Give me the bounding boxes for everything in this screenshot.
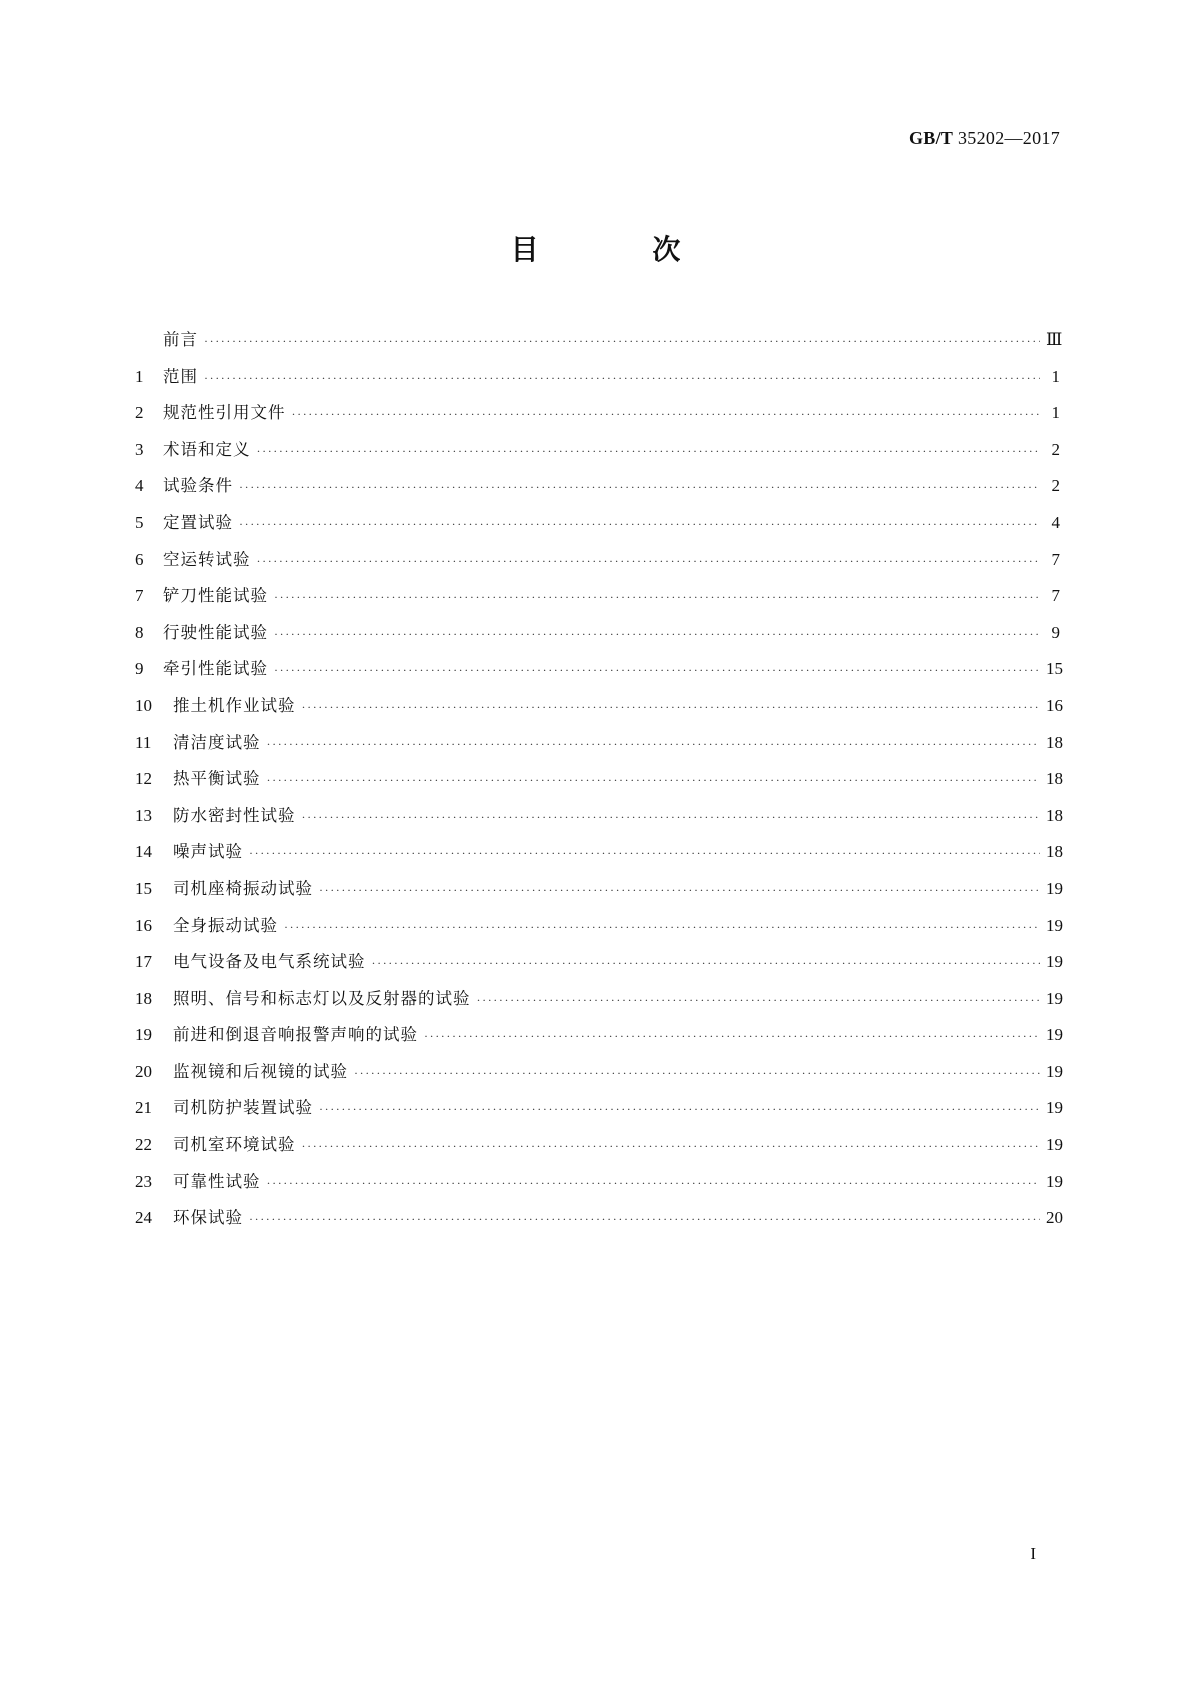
toc-leader-dots <box>267 737 1041 752</box>
toc-entry-label: 术语和定义 <box>163 439 251 459</box>
toc-entry[interactable] <box>135 802 1063 839</box>
toc-entry-label: 司机座椅振动试验 <box>173 878 313 898</box>
toc-entry[interactable] <box>135 546 1060 583</box>
toc-entry-label: 司机室环境试验 <box>173 1135 296 1155</box>
toc-entry[interactable] <box>135 875 1063 912</box>
toc-entry-label: 范围 <box>163 366 198 386</box>
toc-entry-page: 1 <box>1051 366 1060 386</box>
toc-entry-page: Ⅲ <box>1046 330 1063 349</box>
toc-entry-number: 12 <box>135 769 152 789</box>
toc-entry-label: 环保试验 <box>173 1208 243 1228</box>
toc-entry-label: 电气设备及电气系统试验 <box>173 952 366 972</box>
toc-entry-number: 7 <box>135 586 144 606</box>
toc-entry[interactable] <box>135 1021 1063 1058</box>
toc-entry-page: 18 <box>1046 769 1063 789</box>
toc-entry[interactable] <box>135 1204 1063 1241</box>
toc-leader-dots <box>284 920 1040 935</box>
toc-entry-label: 前进和倒退音响报警声响的试验 <box>173 1025 418 1045</box>
toc-entry-number: 10 <box>135 695 152 715</box>
toc-entry[interactable] <box>135 1168 1063 1205</box>
toc-entry-label: 防水密封性试验 <box>173 805 296 825</box>
toc-leader-dots <box>319 883 1040 898</box>
toc-leader-dots <box>424 1029 1040 1044</box>
toc-entry[interactable] <box>135 1058 1063 1095</box>
toc-entry[interactable] <box>135 399 1060 436</box>
toc-leader-dots <box>257 444 1041 459</box>
toc-entry-number: 14 <box>135 842 152 862</box>
toc-entry[interactable] <box>135 912 1063 949</box>
toc-entry-page: 19 <box>1046 1025 1063 1045</box>
toc-entry-label: 试验条件 <box>163 476 233 496</box>
toc-entry-number: 6 <box>135 549 144 569</box>
table-of-contents <box>135 326 1063 1241</box>
toc-leader-dots <box>249 846 1040 861</box>
toc-entry[interactable] <box>135 326 1063 363</box>
toc-leader-dots <box>267 1176 1041 1191</box>
toc-entry-number: 18 <box>135 988 152 1008</box>
toc-entry[interactable] <box>135 985 1063 1022</box>
toc-entry-page: 19 <box>1046 878 1063 898</box>
toc-leader-dots <box>267 773 1041 788</box>
toc-entry-number: 1 <box>135 366 144 386</box>
toc-leader-dots <box>319 1102 1040 1117</box>
toc-entry-number: 9 <box>135 659 144 679</box>
toc-leader-dots <box>204 334 1040 349</box>
toc-entry-number: 16 <box>135 915 152 935</box>
toc-entry-label: 空运转试验 <box>163 549 251 569</box>
toc-entry-page: 19 <box>1046 1171 1063 1191</box>
toc-entry-label: 照明、信号和标志灯以及反射器的试验 <box>173 988 471 1008</box>
toc-entry-label: 前言 <box>163 330 198 349</box>
toc-entry[interactable] <box>135 619 1060 656</box>
toc-entry-number: 3 <box>135 439 144 459</box>
toc-entry[interactable] <box>135 1094 1063 1131</box>
page-number: I <box>1030 1544 1036 1563</box>
toc-entry-page: 1 <box>1051 403 1060 423</box>
toc-entry-page: 7 <box>1051 586 1060 606</box>
toc-entry-label: 牵引性能试验 <box>163 659 268 679</box>
toc-leader-dots <box>292 407 1041 422</box>
toc-entry-page: 20 <box>1046 1208 1063 1228</box>
toc-leader-dots <box>302 1139 1041 1154</box>
toc-entry[interactable] <box>135 729 1063 766</box>
toc-entry-page: 4 <box>1051 512 1060 532</box>
toc-entry-label: 全身振动试验 <box>173 915 278 935</box>
toc-entry-number: 19 <box>135 1025 152 1045</box>
toc-entry-page: 9 <box>1051 622 1060 642</box>
toc-entry-page: 16 <box>1046 695 1063 715</box>
toc-entry-page: 19 <box>1046 1061 1063 1081</box>
toc-entry-page: 18 <box>1046 732 1063 752</box>
toc-entry-page: 18 <box>1046 842 1063 862</box>
toc-entry[interactable] <box>135 509 1060 546</box>
toc-entry-label: 热平衡试验 <box>173 769 261 789</box>
toc-entry-page: 19 <box>1046 1135 1063 1155</box>
toc-entry[interactable] <box>135 655 1063 692</box>
toc-entry-page: 19 <box>1046 952 1063 972</box>
toc-leader-dots <box>302 810 1041 825</box>
toc-entry-label: 铲刀性能试验 <box>163 586 268 606</box>
toc-leader-dots <box>477 993 1041 1008</box>
toc-entry-number: 17 <box>135 952 152 972</box>
toc-entry[interactable] <box>135 363 1060 400</box>
toc-entry-number: 22 <box>135 1135 152 1155</box>
standard-code-number: 35202—2017 <box>958 128 1060 148</box>
toc-entry-number: 5 <box>135 512 144 532</box>
toc-entry[interactable] <box>135 948 1063 985</box>
toc-entry[interactable] <box>135 692 1063 729</box>
standard-code-prefix: GB/T <box>908 128 954 148</box>
toc-entry-number: 4 <box>135 476 144 496</box>
toc-leader-dots <box>302 700 1041 715</box>
toc-entry[interactable] <box>135 1131 1063 1168</box>
toc-entry-page: 15 <box>1046 659 1063 679</box>
toc-entry[interactable] <box>135 838 1063 875</box>
toc-entry[interactable] <box>135 582 1060 619</box>
toc-leader-dots <box>274 663 1040 678</box>
toc-entry-number: 11 <box>135 732 152 752</box>
toc-entry-number: 23 <box>135 1171 152 1191</box>
toc-leader-dots <box>204 371 1040 386</box>
toc-entry-page: 19 <box>1046 1098 1063 1118</box>
toc-entry-number: 21 <box>135 1098 152 1118</box>
standard-code <box>909 128 1060 149</box>
toc-entry-page: 2 <box>1051 439 1060 459</box>
toc-entry-label: 推土机作业试验 <box>173 695 296 715</box>
toc-entry-number: 24 <box>135 1208 152 1228</box>
toc-entry-page: 7 <box>1051 549 1060 569</box>
toc-entry-number: 13 <box>135 805 152 825</box>
toc-leader-dots <box>239 517 1040 532</box>
toc-entry-label: 监视镜和后视镜的试验 <box>173 1061 348 1081</box>
toc-entry-label: 定置试验 <box>163 512 233 532</box>
toc-entry[interactable] <box>135 472 1060 509</box>
page-title: 目 次 <box>510 233 733 266</box>
toc-entry[interactable] <box>135 765 1063 802</box>
toc-entry-number: 20 <box>135 1061 152 1081</box>
toc-entry-label: 可靠性试验 <box>173 1171 261 1191</box>
toc-entry-label: 司机防护装置试验 <box>173 1098 313 1118</box>
toc-entry-number: 15 <box>135 878 152 898</box>
toc-entry[interactable] <box>135 436 1060 473</box>
toc-entry-page: 19 <box>1046 915 1063 935</box>
toc-entry-label: 噪声试验 <box>173 842 243 862</box>
toc-leader-dots <box>249 1212 1040 1227</box>
toc-leader-dots <box>274 627 1040 642</box>
toc-leader-dots <box>257 554 1041 569</box>
toc-entry-page: 19 <box>1046 988 1063 1008</box>
toc-entry-page: 18 <box>1046 805 1063 825</box>
toc-entry-label: 行驶性能试验 <box>163 622 268 642</box>
toc-entry-number: 2 <box>135 403 144 423</box>
toc-entry-page: 2 <box>1051 476 1060 496</box>
toc-entry-label: 清洁度试验 <box>173 732 261 752</box>
toc-entry-label: 规范性引用文件 <box>163 403 286 423</box>
toc-leader-dots <box>372 956 1041 971</box>
toc-leader-dots <box>274 590 1040 605</box>
toc-leader-dots <box>354 1066 1040 1081</box>
toc-entry-number: 8 <box>135 622 144 642</box>
toc-leader-dots <box>239 480 1040 495</box>
